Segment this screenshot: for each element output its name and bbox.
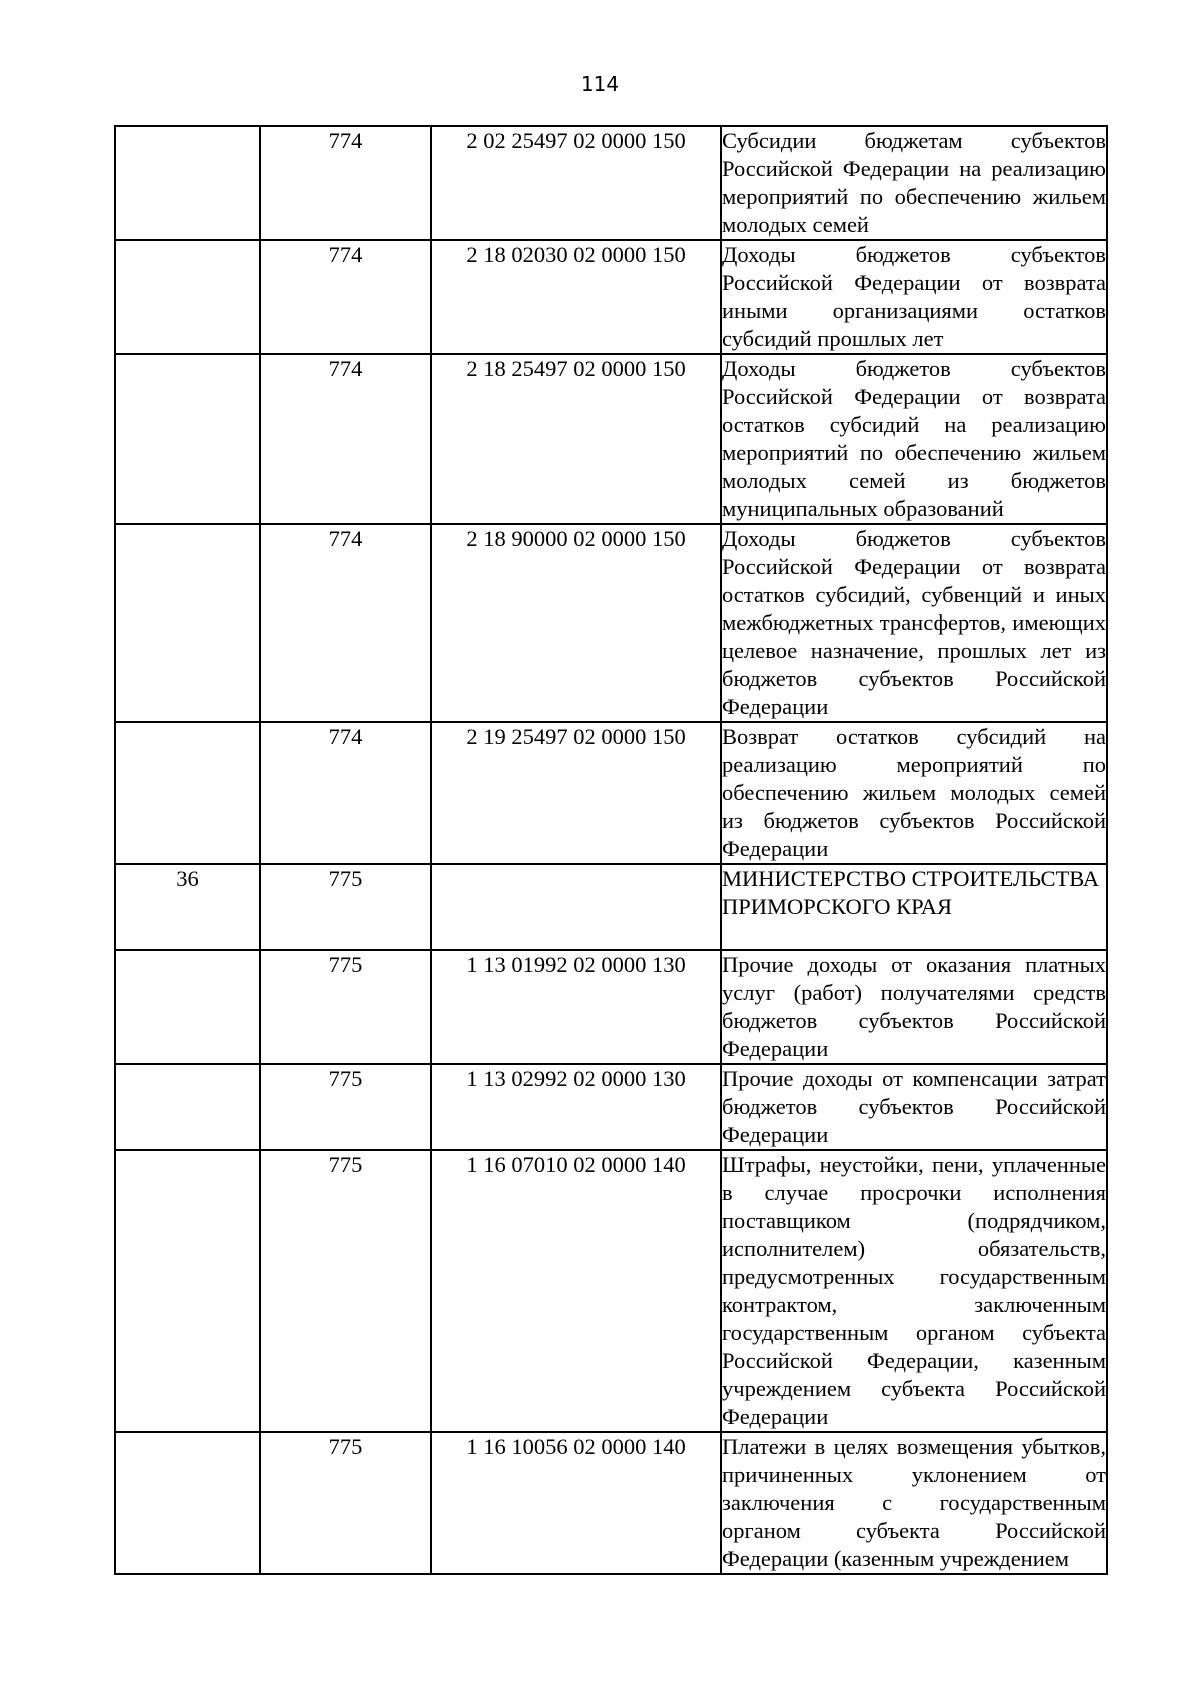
- row-number-cell: [115, 722, 260, 864]
- row-number-cell: [115, 1432, 260, 1574]
- table-row: [115, 1432, 1107, 1574]
- revenue-code-cell: 1 13 02992 02 0000 130: [431, 1064, 721, 1150]
- administrator-code-cell: 774: [260, 240, 431, 354]
- row-number-cell: [115, 126, 260, 240]
- table-row: [115, 240, 1107, 354]
- administrator-code-cell: 775: [260, 864, 431, 950]
- table-row: [115, 1064, 1107, 1150]
- revenue-code-cell: 2 18 02030 02 0000 150: [431, 240, 721, 354]
- revenue-code-cell: [431, 864, 721, 950]
- table-row: [115, 864, 1107, 950]
- row-number-cell: [115, 524, 260, 722]
- revenue-name-cell: Доходы бюджетов субъектов Российской Федерации от возврата остатков субсидий, субвенций и иных межбюджетных трансфертов, имеющих целевое назначение, прошлых лет из бюджетов субъектов Российской Федерации: [721, 524, 1107, 722]
- administrator-code-cell: 775: [260, 1064, 431, 1150]
- revenue-name-cell: Прочие доходы от компенсации затрат бюджетов субъектов Российской Федерации: [721, 1064, 1107, 1150]
- table-row: [115, 126, 1107, 240]
- row-number-cell: [115, 354, 260, 524]
- administrator-code-cell: 775: [260, 950, 431, 1064]
- revenue-name-cell: Платежи в целях возмещения убытков, причиненных уклонением от заключения с государственным органом субъекта Российской Федерации (казенным учреждением: [721, 1432, 1107, 1574]
- row-number-cell: 36: [115, 864, 260, 950]
- row-number-cell: [115, 1064, 260, 1150]
- page-number: 114: [580, 72, 620, 96]
- revenue-code-cell: 2 02 25497 02 0000 150: [431, 126, 721, 240]
- administrator-code-cell: 774: [260, 722, 431, 864]
- revenue-name-cell: Субсидии бюджетам субъектов Российской Федерации на реализацию мероприятий по обеспечению жильем молодых семей: [721, 126, 1107, 240]
- administrator-code-cell: 775: [260, 1432, 431, 1574]
- row-number-cell: [115, 240, 260, 354]
- table-row: [115, 950, 1107, 1064]
- revenue-code-cell: 2 18 90000 02 0000 150: [431, 524, 721, 722]
- administrator-code-cell: 775: [260, 1150, 431, 1432]
- table-row: [115, 722, 1107, 864]
- revenue-code-cell: 1 16 07010 02 0000 140: [431, 1150, 721, 1432]
- revenue-name-cell: Доходы бюджетов субъектов Российской Федерации от возврата иными организациями остатков субсидий прошлых лет: [721, 240, 1107, 354]
- revenue-code-cell: 1 16 10056 02 0000 140: [431, 1432, 721, 1574]
- administrator-code-cell: 774: [260, 524, 431, 722]
- revenue-name-cell: Доходы бюджетов субъектов Российской Федерации от возврата остатков субсидий на реализацию мероприятий по обеспечению жильем молодых семей из бюджетов муниципальных образований: [721, 354, 1107, 524]
- table-row: [115, 1150, 1107, 1432]
- revenue-code-cell: 1 13 01992 02 0000 130: [431, 950, 721, 1064]
- revenue-name-cell: Штрафы, неустойки, пени, уплаченные в случае просрочки исполнения поставщиком (подрядчиком, исполнителем) обязательств, предусмотренных государственным контрактом, заключенным государственным органом субъекта Российской Федерации, казенным учреждением субъекта Российской Федерации: [721, 1150, 1107, 1432]
- revenue-name-cell: Прочие доходы от оказания платных услуг (работ) получателями средств бюджетов субъектов Российской Федерации: [721, 950, 1107, 1064]
- revenue-code-cell: 2 19 25497 02 0000 150: [431, 722, 721, 864]
- table-row: [115, 524, 1107, 722]
- revenue-name-cell: Возврат остатков субсидий на реализацию мероприятий по обеспечению жильем молодых семей из бюджетов субъектов Российской Федерации: [721, 722, 1107, 864]
- row-number-cell: [115, 950, 260, 1064]
- revenue-codes-table: [114, 125, 1108, 1575]
- table-row: [115, 354, 1107, 524]
- administrator-code-cell: 774: [260, 354, 431, 524]
- revenue-code-cell: 2 18 25497 02 0000 150: [431, 354, 721, 524]
- ministry-name-cell: МИНИСТЕРСТВО СТРОИТЕЛЬСТВА ПРИМОРСКОГО КРАЯ: [721, 864, 1107, 950]
- administrator-code-cell: 774: [260, 126, 431, 240]
- row-number-cell: [115, 1150, 260, 1432]
